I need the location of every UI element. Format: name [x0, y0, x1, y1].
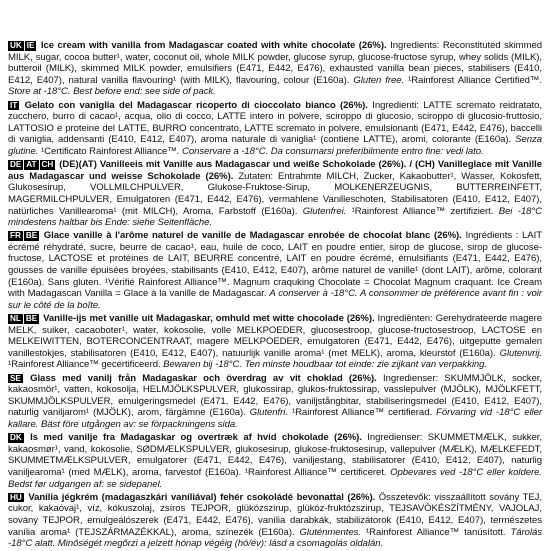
certification-note: ¹Rainforest Alliance™ gecertificeerd.	[8, 359, 164, 371]
storage-note: Bei -18°C mindestens haltbar bis Ende: siehe Seitenfläche.	[8, 205, 542, 229]
section-se	[8, 373, 542, 431]
ingredients-label	[8, 40, 542, 551]
storage-note: Förvaring vid -18°C eller kallare. Bäst före utgången av: se förpackningens sida.	[8, 407, 542, 430]
certification-note: ¹Rainforest Alliance™ certifierad.	[287, 407, 437, 419]
language-tag: DE	[10, 160, 22, 170]
product-title: Vanille-ijs met vanille uit Madagaskar, omhuld met witte chocolade (26%).	[43, 313, 375, 325]
section-nl	[8, 313, 542, 371]
section-it	[8, 100, 542, 158]
section-uk	[8, 40, 542, 98]
language-tag: UK	[10, 41, 22, 50]
section-fr	[8, 230, 542, 311]
product-title: Gelato con vaniglia del Madagascar ricoperto di cioccolato bianco (26%).	[24, 99, 368, 111]
product-title: Is med vanilje fra Madagaskar og overtræk af hvid chokolade (26%).	[30, 432, 362, 444]
section-hu	[8, 492, 542, 550]
product-title: (DE)(AT) Vanilleeis mit Vanille aus Madagascar und weiße Schokolade (26%). / (CH) Vanilleglace mit Vanille aus Madagascar und weisse Schokolade (26%).	[8, 159, 542, 182]
storage-note: Bewaren bij -18°C. Ten minste houdbaar tot einde: zie zijkant van verpakking.	[163, 359, 488, 371]
gluten-note: Glutenfrei.	[302, 205, 347, 217]
language-tag: SE	[10, 373, 21, 383]
storage-note: Opbevares ved -18°C eller koldere. Bedst før udgangen af: se sidepanel.	[8, 466, 542, 490]
storage-note: Tárolás -18°C alatt. Minőségét megőrzi a jelzett hónap végéig (hó/év): lásd a csomagolás oldalán.	[8, 526, 542, 550]
language-tag: DK	[10, 433, 22, 443]
ingredients-text: Ingrediënten: Gerehydrateerde magere MELK, suiker, cacaoboter¹, water, kokosolie, volle MELKPOEDER, glucosestroop, glucose-fructosestroop, LACTOSE en MELKEIWITTEN, BOTERCONCENTRAAT, magere MELKPOEDER, emulgatoren (E471, E442, E476), uitgeputte gemalen vanillestokjes, stabilisatoren (E410, E412, E407), natuurlijk vanille aroma¹ (met MELK), aroma, kleurstof (E160a).	[8, 313, 543, 359]
language-tag: CH	[41, 160, 54, 170]
certification-note: ¹Certificato Rainforest Alliance™.	[38, 145, 182, 157]
ingredients-text: Ingredienti: LATTE scremato reidratato, zucchero, burro di cacao¹, acqua, olio di cocco, LATTE intero in polvere, sciroppo di glucosio, sciroppo di glucosio-fruttosio, LATTOSIO e proteine del LATTE, BURRO concentrato, LATTE scremato in polvere, emulsionanti (E471, E442, E476), baccelli di vaniglia, addensanti (E410, E412, E407), aroma naturale di vaniglia¹ (contiene LATTE), aromi, colorante (E160a).	[8, 99, 543, 146]
language-tag: HU	[10, 492, 22, 502]
gluten-note: Gluten free.	[353, 74, 405, 86]
language-tag: NL	[10, 314, 21, 324]
language-tag: IE	[26, 41, 35, 50]
product-title: Ice cream with vanilla from Madagascar coated with white chocolate (26%).	[40, 40, 387, 51]
ingredients-text: Összetevők: visszaállított sovány TEJ, cukor, kakaóvaj¹, víz, kókuszolaj, zsíros TEJPOR, glükózszirup, glükóz-fruktózszirup, TEJSAVÓKÉSZÍTMÉNY, VAJOLAJ, sovány TEJPOR, emulgeálószerek (E471, E442, E476), vanília darabkák, stabilizátorok (E410, E412, E407), természetes vanília aroma¹ (TEJSZÁRMAZÉKKAL), aroma, színezék (E160a).	[8, 491, 542, 538]
ingredients-text: Zutaten: Entrahmte MILCH, Zucker, Kakaobutter¹, Wasser, Kokosfett, Glukosesirup, VOLLMILCHPULVER, Glukose-Fruktose-Sirup, MOLKENERZEUGNIS, BUTTERREINFETT, MAGERMILCHPULVER, Emulgatoren (E471, E442, E476), vermahlene Vanilleschoten, Stabilisatoren (E410, E412, E407), natürliches Vanillearoma¹ (mit MILCH), Aroma, Farbstoff (E160a).	[8, 170, 542, 217]
certification-note: ¹Rainforest Alliance™ tanúsított.	[361, 526, 511, 538]
certification-note: ¹Rainforest Alliance Certified™.	[404, 74, 542, 86]
ingredients-text: Ingredients: Reconstituted skimmed MILK, sugar, cocoa butter¹, water, coconut oil, whole MILK powder, glucose syrup, glucose-fructose syrup, whey solids (MILK), butteroil (MILK), skimmed MILK powder, emulsifiers (E471, E442, E476), exhausted vanilla bean pieces, stabilisers (E410, E412, E407), natural vanilla flavouring¹ (with MILK), flavouring, colour (E160a).	[8, 40, 542, 86]
language-tag: BE	[25, 314, 38, 324]
gluten-note: Glutenvrij.	[499, 347, 542, 359]
language-tag: AT	[26, 160, 37, 170]
language-tag: FR	[10, 231, 21, 241]
section-dk	[8, 432, 542, 490]
product-title: Vanília jégkrém (madagaszkári vaníliával) fehér csokoládé bevonattal (26%).	[28, 491, 376, 503]
certification-note: ¹Rainforest Alliance™ zertifiziert.	[346, 205, 499, 217]
storage-note: Conservare a -18°C. Da consumarsi preferibilmente entro fine: vedi lato.	[181, 145, 484, 157]
storage-note: Store at -18°C. Best before end: see side of pack.	[8, 86, 216, 98]
gluten-note: Glutenfri.	[249, 407, 288, 419]
storage-note: A conserver à -18°C. A consommer de préférence avant fin : voir sur le côté de la boîte.	[8, 288, 542, 311]
ingredients-text: Ingredienser: SKUMMJÖLK, socker, kakaosmör¹, vatten, kokosolja, HELMJÖLKSPULVER, glukossirap, glukos-fruktossirap, vasslepulver (MJÖLK), MJÖLKFETT, SKUMMJÖLKSPULVER, emulgeringsmedel (E471, E442, E476), vaniljstångbitar, stabiliseringsmedel (E410, E412, E407), naturlig vaniljarom¹ (MJÖLK), arom, färgämne (E160a).	[8, 372, 542, 419]
ingredients-text: Ingrédients : LAIT écrémé réhydraté, sucre, beurre de cacao¹, eau, huile de coco, LAIT en poudre entier, sirop de glucose, sirop de glucose-fructose, LACTOSE et protéines de LAIT, BEURRE concentré, LAIT en poudre écrémé, émulsifiants (E471, E442, E476), gousses de vanille épuisées broyées, stabilisants (E410, E412, E407), arôme naturel de vanille¹ (dont LAIT), arôme, colorant (E160a). Sans gluten. ¹Vérifié Rainforest Alliance™. Magnum craquking Chocolate = Chocolat Magnum craquant. Ice Cream with Madagascan Vanilla = Glace à la vanille de Madagascar.	[8, 230, 543, 300]
language-tag: IT	[10, 100, 18, 110]
language-tag: BE	[25, 231, 38, 241]
ingredients-text: Ingredienser: SKUMMETMÆLK, sukker, kakaosmør¹, vand, kokosolie, SØDMÆLKSPULVER, glukosesirup, glukose-fruktosesirup, vallepulver (MÆLK), MÆLKEFEDT, SKUMMETMÆLKSPULVER, emulgatorer (E471, E442, E476), vaniljestang, stabilisatorer (E410, E412, E407), naturlig vaniljearoma¹ (med MÆLK), aroma, farvestof (E160a). ¹Rainforest Alliance™ certificeret.	[8, 432, 542, 478]
section-de	[8, 159, 542, 229]
gluten-note: Senza glutine.	[8, 134, 542, 157]
product-title: Glass med vanilj från Madagaskar och överdrag av vit choklad (26%).	[30, 372, 377, 384]
product-title: Glace vanille à l'arôme naturel de vanille de Madagascar enrobée de chocolat blanc (26%).	[43, 230, 462, 242]
gluten-note: Gluténmentes.	[299, 526, 361, 538]
